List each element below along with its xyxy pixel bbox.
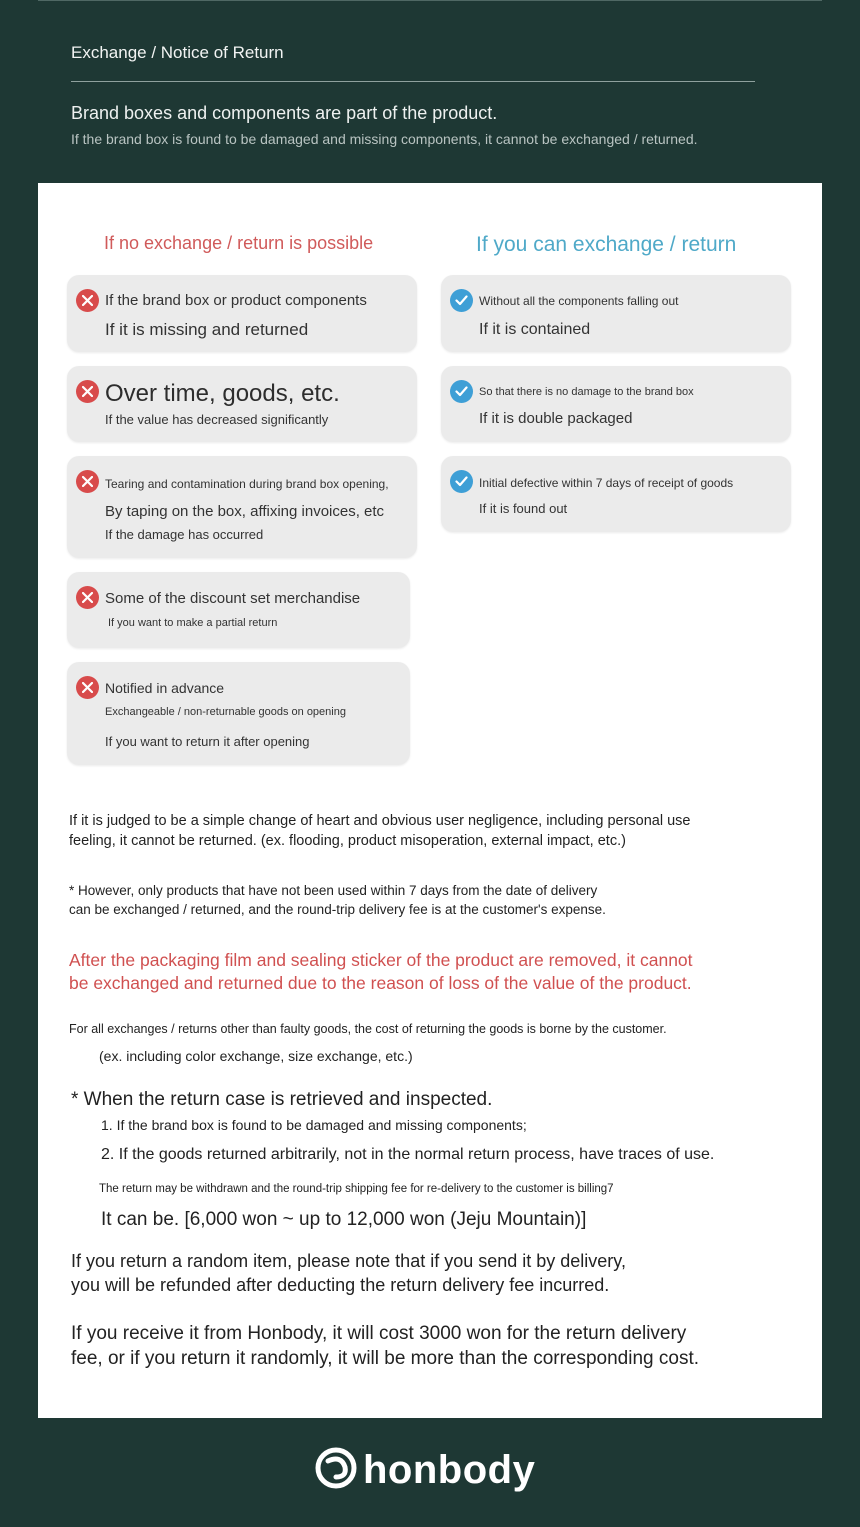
brand-logo [315, 1446, 535, 1494]
card-line: Exchangeable / non-returnable goods on opening [105, 706, 346, 718]
card-line: Without all the components falling out [479, 294, 679, 308]
x-circle-icon [76, 380, 99, 403]
card-line: If it is found out [479, 501, 568, 516]
honbody-logo-icon [315, 1447, 357, 1494]
no-exchange-card [67, 275, 417, 352]
x-circle-icon [76, 289, 99, 312]
top-divider [38, 0, 822, 1]
note-text: you will be refunded after deducting the return delivery fee incurred. [71, 1275, 610, 1295]
note-text: For all exchanges / returns other than faulty goods, the cost of returning the goods is borne by the customer. [69, 1022, 667, 1036]
note-text: If it is judged to be a simple change of heart and obvious user negligence, including personal use [69, 813, 691, 829]
note-text: 2. If the goods returned arbitrarily, not in the normal return process, have traces of use. [101, 1146, 715, 1163]
can-exchange-card [441, 275, 791, 352]
note-text: fee, or if you return it randomly, it will be more than the corresponding cost. [71, 1348, 700, 1369]
notice-panel [38, 183, 822, 1418]
check-circle-icon [450, 380, 473, 403]
note-heading: * When the return case is retrieved and inspected. [71, 1089, 493, 1110]
no-exchange-card [67, 572, 410, 648]
card-line: If it is double packaged [479, 410, 633, 427]
header-statement: Brand boxes and components are part of the product. [71, 103, 498, 123]
x-circle-icon [76, 470, 99, 493]
warning-text: be exchanged and returned due to the reason of loss of the value of the product. [69, 973, 692, 993]
card-line: If the value has decreased significantly [105, 412, 329, 427]
card-line: If it is contained [479, 321, 591, 338]
brand-wordmark: honbody [363, 1447, 536, 1492]
check-circle-icon [450, 289, 473, 312]
header-subtext: If the brand box is found to be damaged and missing components, it cannot be exchanged / returned. [71, 131, 698, 147]
x-circle-icon [76, 676, 99, 699]
card-line: Notified in advance [105, 680, 225, 696]
note-text: feeling, it cannot be returned. (ex. flooding, product misoperation, external impact, etc.) [69, 833, 626, 849]
card-line: If you want to make a partial return [108, 617, 278, 629]
note-text: 1. If the brand box is found to be damaged and missing components; [101, 1117, 527, 1133]
note-text: * However, only products that have not been used within 7 days from the date of delivery [69, 883, 598, 898]
no-exchange-card [67, 366, 417, 442]
note-text: If you receive it from Honbody, it will cost 3000 won for the return delivery [71, 1323, 687, 1344]
header-divider [71, 81, 755, 82]
note-text: can be exchanged / returned, and the round-trip delivery fee is at the customer's expense. [69, 902, 606, 917]
can-exchange-card [441, 366, 791, 442]
card-line: If you want to return it after opening [105, 734, 310, 749]
card-line: Tearing and contamination during brand box opening, [105, 477, 389, 491]
card-line: If the brand box or product components [105, 292, 367, 309]
note-text: If you return a random item, please note that if you send it by delivery, [71, 1251, 626, 1271]
note-text: The return may be withdrawn and the round-trip shipping fee for re-delivery to the customer is billing7 [99, 1183, 614, 1195]
card-line: Initial defective within 7 days of receipt of goods [479, 476, 734, 490]
warning-text: After the packaging film and sealing sticker of the product are removed, it cannot [69, 950, 693, 970]
note-text: (ex. including color exchange, size exchange, etc.) [99, 1048, 413, 1064]
no-exchange-heading: If no exchange / return is possible [104, 233, 374, 253]
fee-range-text: It can be. [6,000 won ~ up to 12,000 won (Jeju Mountain)] [101, 1209, 587, 1230]
can-exchange-heading: If you can exchange / return [476, 233, 737, 256]
x-circle-icon [76, 586, 99, 609]
card-line: Over time, goods, etc. [105, 380, 340, 407]
card-line: So that there is no damage to the brand box [479, 386, 694, 398]
card-line: Some of the discount set merchandise [105, 590, 361, 607]
no-exchange-card [67, 456, 417, 558]
card-line: If the damage has occurred [105, 527, 264, 542]
card-line: If it is missing and returned [105, 320, 309, 339]
card-line: By taping on the box, affixing invoices, etc [105, 503, 385, 520]
page-title: Exchange / Notice of Return [71, 43, 284, 62]
can-exchange-card [441, 456, 791, 532]
check-circle-icon [450, 470, 473, 493]
no-exchange-card [67, 662, 410, 765]
